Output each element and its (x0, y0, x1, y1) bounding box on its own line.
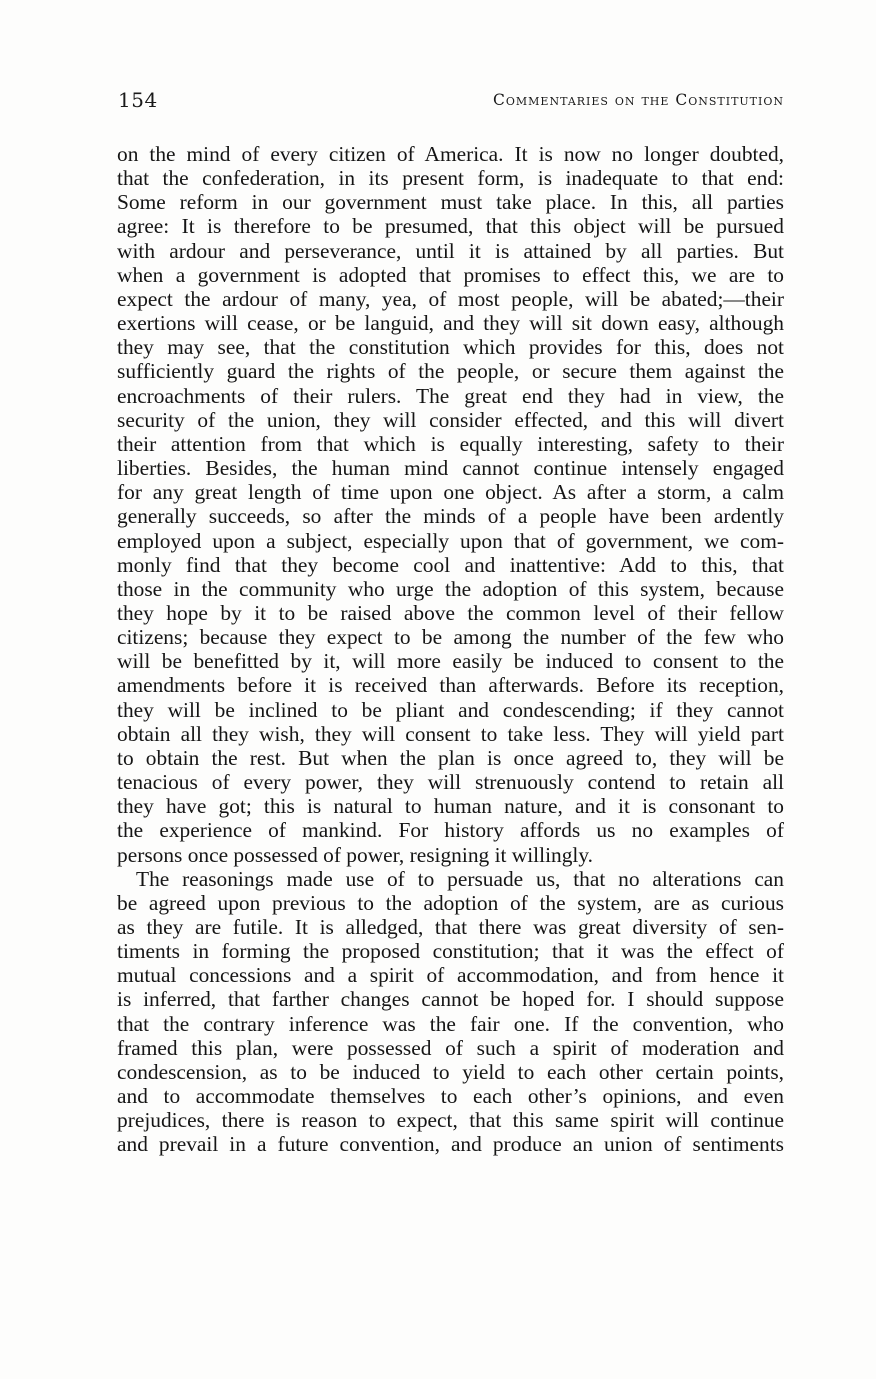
text-line: that the contrary inference was the fair one. If the convention, who (117, 1011, 784, 1036)
text-line: they will be inclined to be pliant and condescending; if they cannot (117, 697, 784, 722)
text-line: expect the ardour of many, yea, of most people, will be abated;—their (117, 286, 784, 311)
text-line: mutual concessions and a spirit of accommodation, and from hence it (117, 963, 784, 988)
text-line: with ardour and perseverance, until it is attained by all parties. But (117, 238, 784, 263)
text-line: is inferred, that farther changes cannot be hoped for. I should suppose (117, 987, 784, 1012)
text-line: they have got; this is natural to human nature, and it is consonant to (117, 794, 784, 819)
text-line: agree: It is therefore to be presumed, that this object will be pursued (117, 214, 784, 239)
text-line: citizens; because they expect to be among the number of the few who (117, 625, 784, 650)
text-line: be agreed upon previous to the adoption of the system, are as curious (117, 890, 784, 915)
text-line: prejudices, there is reason to expect, that this same spirit will continue (117, 1108, 784, 1133)
text-line: they hope by it to be raised above the common level of their fellow (117, 600, 784, 625)
text-line: that the confederation, in its present form, is inadequate to that end: (117, 166, 784, 191)
text-line: for any great length of time upon one object. As after a storm, a calm (117, 480, 784, 505)
text-line: generally succeeds, so after the minds of a people have been ardently (117, 504, 784, 529)
text-line: and to accommodate themselves to each other’s opinions, and even (117, 1084, 784, 1109)
text-line: employed upon a subject, especially upon that of government, we com- (117, 528, 784, 553)
text-line: framed this plan, were possessed of such a spirit of moderation and (117, 1035, 784, 1060)
text-line: the experience of mankind. For history affords us no examples of (117, 818, 784, 843)
text-line: as they are futile. It is alledged, that there was great diversity of sen- (117, 915, 784, 939)
text-line: when a government is adopted that promises to effect this, we are to (117, 262, 784, 287)
page-number: 154 (118, 88, 158, 112)
text-line: monly find that they become cool and inattentive: Add to this, that (117, 552, 784, 577)
text-line: condescension, as to be induced to yield to each other certain points, (117, 1059, 784, 1084)
paragraph-1 (117, 142, 784, 867)
text-line: those in the community who urge the adoption of this system, because (117, 576, 784, 601)
text-line: on the mind of every citizen of America. It is now no longer doubted, (117, 142, 784, 166)
text-line: they may see, that the constitution which provides for this, does not (117, 335, 784, 360)
text-line: sufficiently guard the rights of the people, or secure them against the (117, 359, 784, 384)
text-line: amendments before it is received than afterwards. Before its reception, (117, 673, 784, 698)
text-line: and prevail in a future convention, and produce an union of sentiments (117, 1132, 784, 1157)
text-line: liberties. Besides, the human mind cannot continue intensely engaged (117, 456, 784, 481)
paragraph-2 (117, 867, 784, 1157)
text-line: timents in forming the proposed constitution; that it was the effect of (117, 939, 784, 964)
text-line: exertions will cease, or be languid, and they will sit down easy, although (117, 311, 784, 336)
text-line: persons once possessed of power, resigning it willingly. (117, 842, 594, 867)
text-line: obtain all they wish, they will consent to take less. They will yield part (117, 721, 784, 746)
text-line: to obtain the rest. But when the plan is once agreed to, they will be (117, 745, 784, 770)
text-line: their attention from that which is equally interesting, safety to their (117, 431, 784, 456)
text-line: tenacious of every power, they will strenuously contend to retain all (117, 770, 784, 795)
text-line: Some reform in our government must take place. In this, all parties (117, 190, 784, 215)
running-head (118, 88, 784, 118)
text-line: encroachments of their rulers. The great end they had in view, the (117, 383, 784, 408)
text-line: security of the union, they will consider effected, and this will divert (117, 407, 784, 432)
running-title: Commentaries on the Constitution (493, 91, 784, 109)
body-text (117, 142, 784, 1157)
text-line: will be benefitted by it, will more easily be induced to consent to the (117, 649, 784, 674)
text-line: The reasonings made use of to persuade us, that no alterations can (136, 866, 784, 891)
